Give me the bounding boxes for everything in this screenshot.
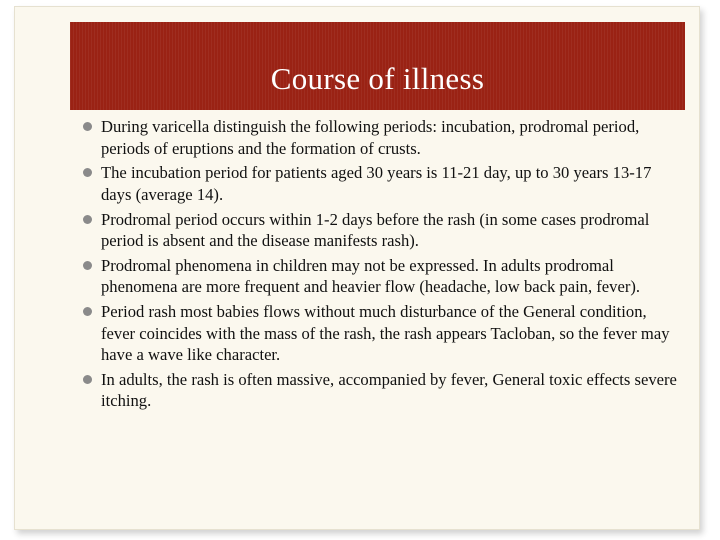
- title-band: [70, 22, 685, 110]
- bullet-item: [76, 116, 682, 159]
- bullet-item: [76, 209, 682, 252]
- bullet-dot-icon: [83, 375, 92, 384]
- bullet-list: [76, 116, 682, 415]
- bullet-text: Prodromal phenomena in children may not be expressed. In adults prodromal phenomena are more frequent and heavier flow (headache, low back pain, fever).: [101, 255, 641, 297]
- bullet-dot-icon: [83, 261, 92, 270]
- bullet-item: [76, 162, 682, 205]
- bullet-item: [76, 255, 682, 298]
- bullet-text: The incubation period for patients aged 30 years is 11-21 day, up to 30 years 13-17 days (average 14).: [101, 163, 652, 204]
- bullet-dot-icon: [83, 215, 92, 224]
- bullet-text: During varicella distinguish the following periods: incubation, prodromal period, periods of eruptions and the formation of crusts.: [101, 117, 640, 158]
- bullet-item: [76, 301, 682, 366]
- bullet-dot-icon: [83, 307, 92, 316]
- bullet-text: In adults, the rash is often massive, accompanied by fever, General toxic effects severe itching.: [101, 369, 677, 411]
- slide-title: Course of illness: [270, 61, 485, 96]
- bullet-text: Period rash most babies flows without much disturbance of the General condition, fever coincides with the mass of the rash, the rash appears Tacloban, so the fever may have a wave like character.: [101, 302, 670, 365]
- bullet-item: [76, 369, 682, 412]
- bullet-dot-icon: [83, 168, 92, 177]
- bullet-dot-icon: [83, 122, 92, 131]
- bullet-text: Prodromal period occurs within 1-2 days before the rash (in some cases prodromal period is absent and the disease manifests rash).: [101, 209, 650, 251]
